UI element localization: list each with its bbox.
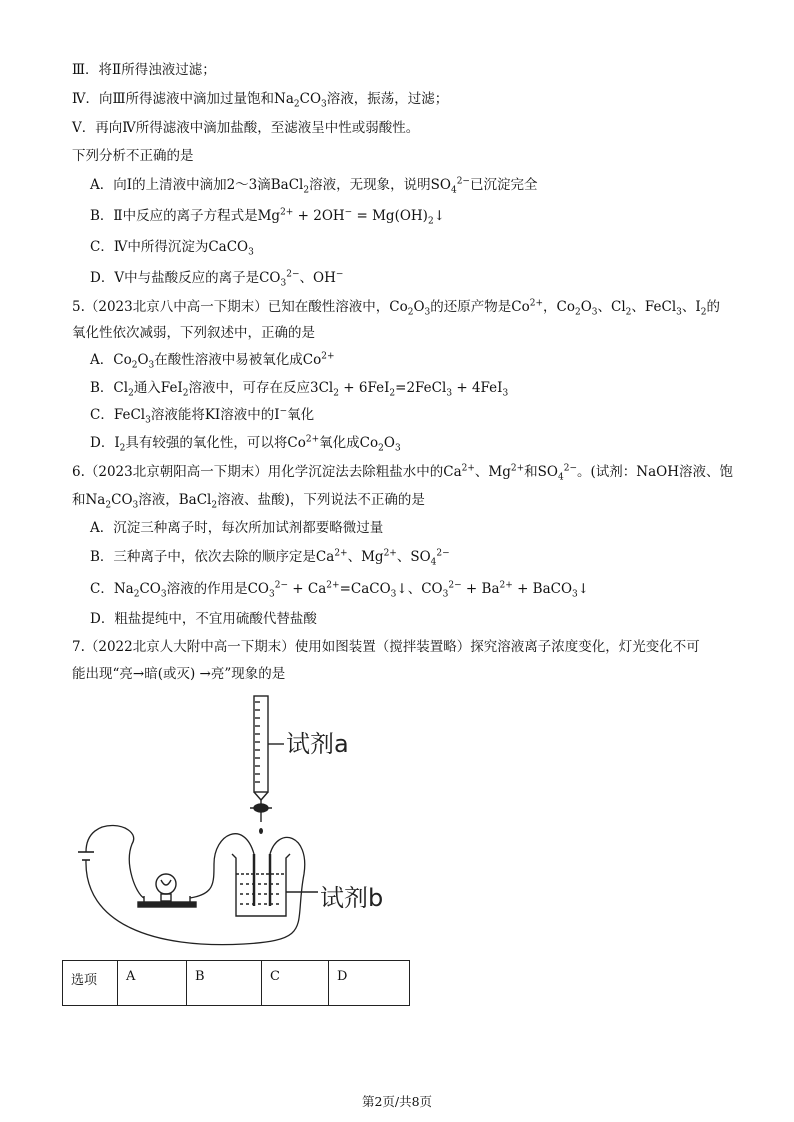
q7-stem-line1: 7.（2022北京人大附中高一下期末）使用如图装置（搅拌装置略）探究溶液离子浓度变化，灯光变化不可 [72, 639, 700, 655]
options-table [62, 960, 410, 1006]
step-5: Ⅴ．再向Ⅳ所得滤液中滴加盐酸，至滤液呈中性或弱酸性。 [72, 120, 420, 136]
circuit-wires [86, 825, 305, 944]
q6-option-b: B．三种离子中，依次去除的顺序定是$Ca^{2+}$、$Mg^{2+}$、$SO_4^{2-}$ [90, 548, 450, 568]
table-cell-d: D [329, 961, 410, 1006]
burette [250, 696, 284, 822]
q6-stem-line2: 和$Na_2CO_3$溶液，BaCl$_2$溶液、盐酸)，下列说法不正确的是 [72, 492, 425, 511]
q4-prompt: 下列分析不正确的是 [72, 148, 194, 164]
table-cell-c: C [262, 961, 329, 1006]
apparatus-diagram [64, 694, 404, 954]
table-header-cell: 选项 [63, 961, 118, 1006]
q5-option-b: B．$Cl_2$通入FeI$_2$溶液中，可存在反应$3Cl_2$ + 6FeI$_2$=2FeCl$_3$ + 4FeI$_3$ [90, 380, 509, 399]
droplet [259, 828, 263, 834]
q5-option-a: A．$Co_2O_3$在酸性溶液中易被氧化成$Co^{2+}$ [90, 351, 335, 371]
q6-stem-line1: 6.（2023北京朝阳高一下期末）用化学沉淀法去除粗盐水中的$Ca^{2+}$、$Mg^{2+}$和$SO_4^{2-}$。(试剂：NaOH溶液、饱 [72, 463, 733, 483]
q4-option-c: C．Ⅳ中所得沉淀为CaCO$_3$ [90, 239, 254, 258]
q5-option-d: D．$I_2$具有较强的氧化性，可以将$Co^{2+}$氧化成$Co_2O_3$ [90, 434, 401, 454]
q6-option-a: A．沉淀三种离子时，每次所加试剂都要略微过量 [90, 520, 384, 536]
battery-icon [78, 852, 94, 860]
q4-option-d: D．Ⅴ中与盐酸反应的离子是$CO_3^{2-}$、OH− [90, 269, 344, 289]
q6-option-d: D．粗盐提纯中，不宜用硫酸代替盐酸 [90, 611, 317, 627]
q6-option-c: C．$Na_2CO_3$溶液的作用是$CO_3^{2-}$ + $Ca^{2+}=CaCO_3↓$、$CO_3^{2-} + Ba^{2+}$ + BaCO$_3$↓ [90, 580, 590, 600]
table-row [63, 961, 410, 1006]
q4-option-a: A．向Ⅰ的上清液中滴加2～3滴BaCl$_2$溶液，无现象，说明$SO_4^{2-}$已沉淀完全 [90, 176, 538, 196]
q5-stem-line1: 5.（2023北京八中高一下期末）已知在酸性溶液中，$Co_2O_3$的还原产物是$Co^{2+}$，$Co_2O_3$、$Cl_2$、FeCl$_3$、$I_2$的 [72, 298, 720, 318]
step-3: Ⅲ．将Ⅱ所得浊液过滤； [72, 62, 216, 78]
q5-stem-line2: 氧化性依次减弱，下列叙述中，正确的是 [72, 325, 315, 341]
bulb-icon [138, 874, 196, 907]
reagent-a-label: 试剂a [286, 730, 349, 758]
reagent-b-label: 试剂b [320, 884, 384, 912]
step-4: Ⅳ．向Ⅲ所得滤液中滴加过量饱和$Na_2CO_3$溶液，振荡，过滤； [72, 91, 449, 110]
table-cell-b: B [187, 961, 262, 1006]
q7-stem-line2: 能出现“亮→暗(或灭) →亮”现象的是 [72, 666, 286, 682]
q4-option-b: B．Ⅱ中反应的离子方程式是$Mg^{2+} + 2OH^-$ = $Mg(OH)_2↓$ [90, 207, 445, 227]
table-cell-a: A [118, 961, 187, 1006]
page-footer: 第2页/共8页 [361, 1094, 433, 1109]
q5-option-c: C．FeCl$_3$溶液能将KI溶液中的I−氧化 [90, 406, 315, 426]
